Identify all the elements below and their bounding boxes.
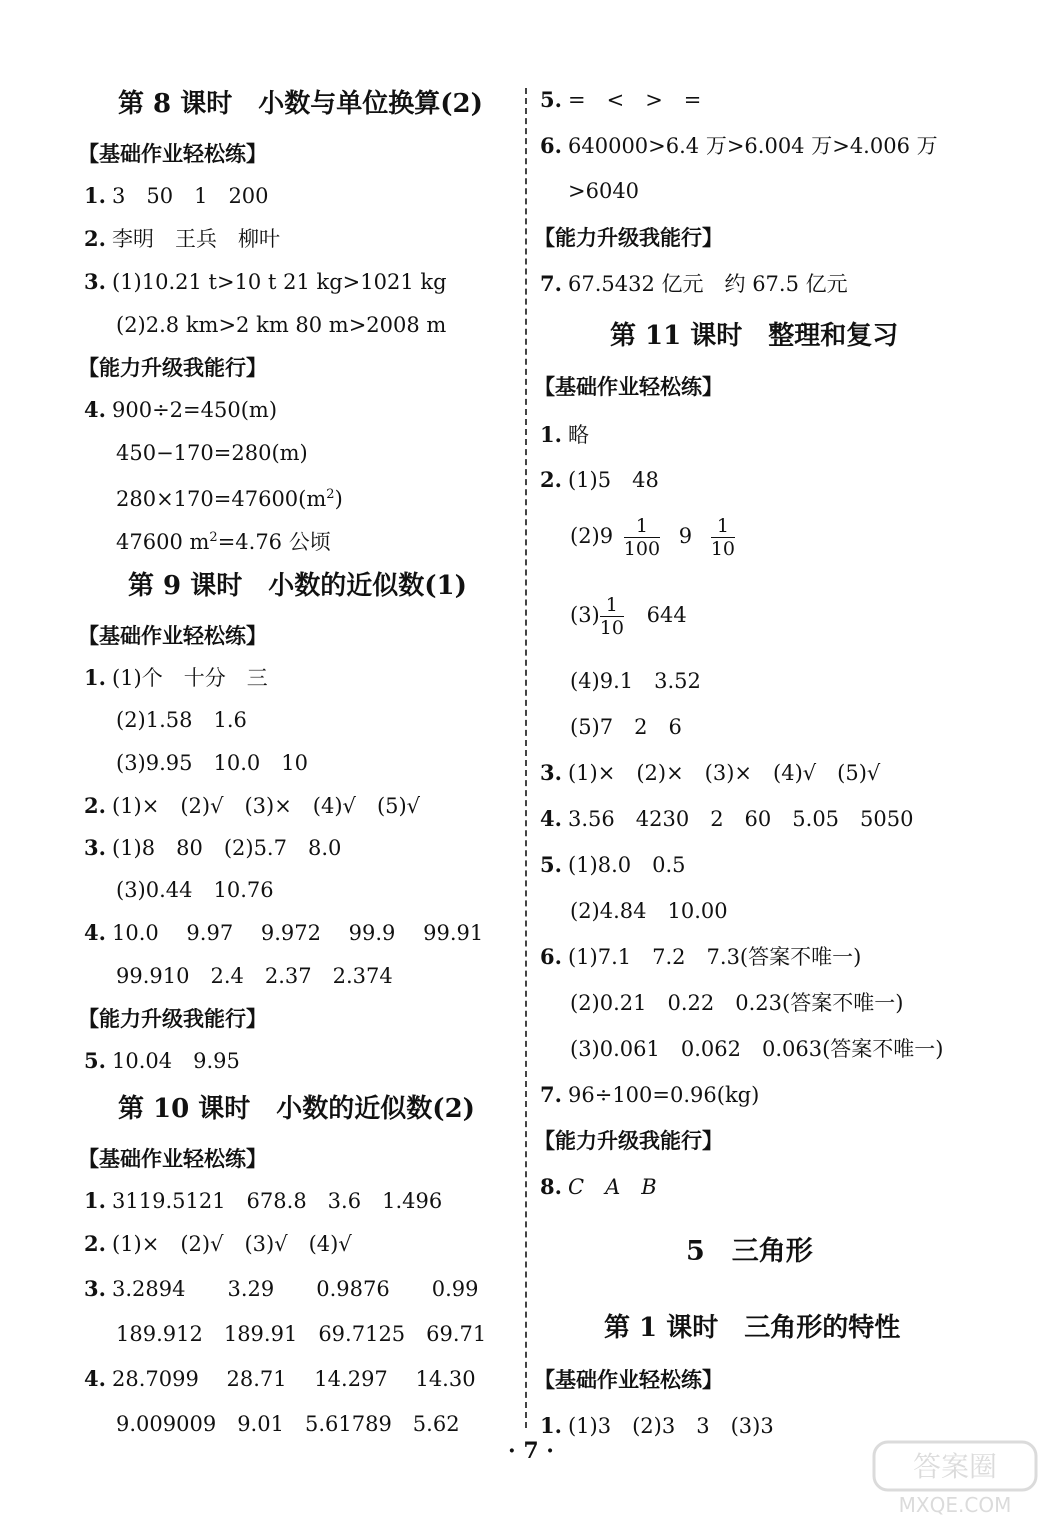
section-advanced: 【能力升级我能行】 bbox=[534, 1129, 723, 1153]
answer-line: 8. C A B bbox=[540, 1174, 657, 1199]
answer-line: 6. (1)7.1 7.2 7.3(答案不唯一) bbox=[540, 944, 862, 969]
section-basic: 【基础作业轻松练】 bbox=[534, 1368, 723, 1392]
answer-line: 1. (1)个 十分 三 bbox=[84, 665, 268, 690]
answer-line: >6040 bbox=[568, 179, 640, 203]
lesson10-title: 第 10 课时 小数的近似数(2) bbox=[118, 1094, 475, 1124]
answer-line: 4. 3.56 4230 2 60 5.05 5050 bbox=[540, 806, 914, 831]
answer-line: 3. (1)10.21 t>10 t 21 kg>1021 kg bbox=[84, 269, 447, 294]
answer-line: 4. 28.7099 28.71 14.297 14.30 bbox=[84, 1366, 476, 1391]
answer-line: (2)4.84 10.00 bbox=[570, 899, 728, 923]
answer-line: (5)7 2 6 bbox=[570, 715, 682, 739]
answer-line: 2. (1)× (2)√ (3)× (4)√ (5)√ bbox=[84, 793, 421, 818]
answer-line: 5. = < > = bbox=[540, 87, 702, 112]
answer-line: 1. 3 50 1 200 bbox=[84, 183, 269, 208]
answer-line: 2. (1)× (2)√ (3)√ (4)√ bbox=[84, 1231, 352, 1256]
answer-line: 1. (1)3 (2)3 3 (3)3 bbox=[540, 1413, 774, 1438]
answer-line: 3. (1)8 80 (2)5.7 8.0 bbox=[84, 835, 342, 860]
answer-line: (3)9.95 10.0 10 bbox=[116, 751, 308, 775]
answer-line: 6. 640000>6.4 万>6.004 万>4.006 万 bbox=[540, 133, 938, 158]
page-number: · 7 · bbox=[508, 1438, 554, 1464]
answer-line: (2)2.8 km>2 km 80 m>2008 m bbox=[116, 313, 447, 337]
answer-line: $280\times 170=47600(m^2)$ bbox=[116, 487, 343, 511]
answer-line: 189.912 189.91 69.7125 69.71 bbox=[116, 1322, 487, 1346]
answer-line: 3. (1)× (2)× (3)× (4)√ (5)√ bbox=[540, 760, 881, 785]
answer-line: 5. (1)8.0 0.5 bbox=[540, 852, 686, 877]
answer-line: 2. 李明 王兵 柳叶 bbox=[84, 226, 280, 251]
chapter-title: 5 三角形 bbox=[686, 1236, 813, 1267]
svg-text:MXQE.COM: MXQE.COM bbox=[898, 1493, 1012, 1517]
section-basic: 【基础作业轻松练】 bbox=[78, 624, 267, 648]
answer-line: (4)9.1 3.52 bbox=[570, 669, 701, 693]
answer-line: 2. (1)5 48 bbox=[540, 467, 659, 492]
answer-line: 4. 10.0 9.97 9.972 99.9 99.91 bbox=[84, 920, 484, 945]
lesson11-title: 第 11 课时 整理和复习 bbox=[610, 321, 899, 351]
answer-line: (2)1.58 1.6 bbox=[116, 708, 247, 732]
answer-line: 47600 $m^2=4.76$ 公顷 bbox=[116, 530, 331, 554]
fraction: $\frac{1}{100}$ bbox=[623, 515, 661, 560]
answer-line: (2)9 $\frac{1}{100}$ 9 $\frac{1}{10}$ bbox=[570, 515, 735, 560]
section-basic: 【基础作业轻松练】 bbox=[78, 1147, 267, 1171]
answer-line: 7. 67.5432 亿元 约 67.5 亿元 bbox=[540, 271, 848, 296]
watermark-logo bbox=[870, 1438, 1040, 1518]
fraction: $\frac{1}{10}$ bbox=[599, 594, 624, 639]
answer-line: 1. 略 bbox=[540, 422, 589, 447]
answer-line: (3)0.061 0.062 0.063(答案不唯一) bbox=[570, 1037, 944, 1061]
answer-line: 450−170=280(m) bbox=[116, 441, 308, 465]
column-divider bbox=[525, 88, 527, 1428]
answer-line: (3)0.44 10.76 bbox=[116, 878, 274, 902]
svg-text:答案圈: 答案圈 bbox=[912, 1450, 998, 1483]
fraction: $\frac{1}{10}$ bbox=[710, 515, 735, 560]
section-basic: 【基础作业轻松练】 bbox=[78, 142, 267, 166]
answer-line: 7. 96÷100=0.96(kg) bbox=[540, 1082, 760, 1107]
section-advanced: 【能力升级我能行】 bbox=[78, 356, 267, 380]
section-advanced: 【能力升级我能行】 bbox=[78, 1007, 267, 1031]
answer-line: 4. 900÷2=450(m) bbox=[84, 397, 278, 422]
section-basic: 【基础作业轻松练】 bbox=[534, 375, 723, 399]
section-advanced: 【能力升级我能行】 bbox=[534, 226, 723, 250]
answer-line: 1. 3119.5121 678.8 3.6 1.496 bbox=[84, 1188, 443, 1213]
answer-line: 5. 10.04 9.95 bbox=[84, 1048, 240, 1073]
answer-line: 9.009009 9.01 5.61789 5.62 bbox=[116, 1412, 460, 1436]
lesson9-title: 第 9 课时 小数的近似数(1) bbox=[128, 571, 467, 601]
lesson1-title: 第 1 课时 三角形的特性 bbox=[604, 1313, 901, 1343]
answer-line: (2)0.21 0.22 0.23(答案不唯一) bbox=[570, 991, 904, 1015]
answer-line: 3. 3.2894 3.29 0.9876 0.99 bbox=[84, 1276, 479, 1301]
answer-line: (3) $\frac{1}{10}$ 644 bbox=[570, 594, 687, 639]
lesson8-title: 第 8 课时 小数与单位换算(2) bbox=[118, 89, 483, 119]
answer-line: 99.910 2.4 2.37 2.374 bbox=[116, 964, 393, 988]
